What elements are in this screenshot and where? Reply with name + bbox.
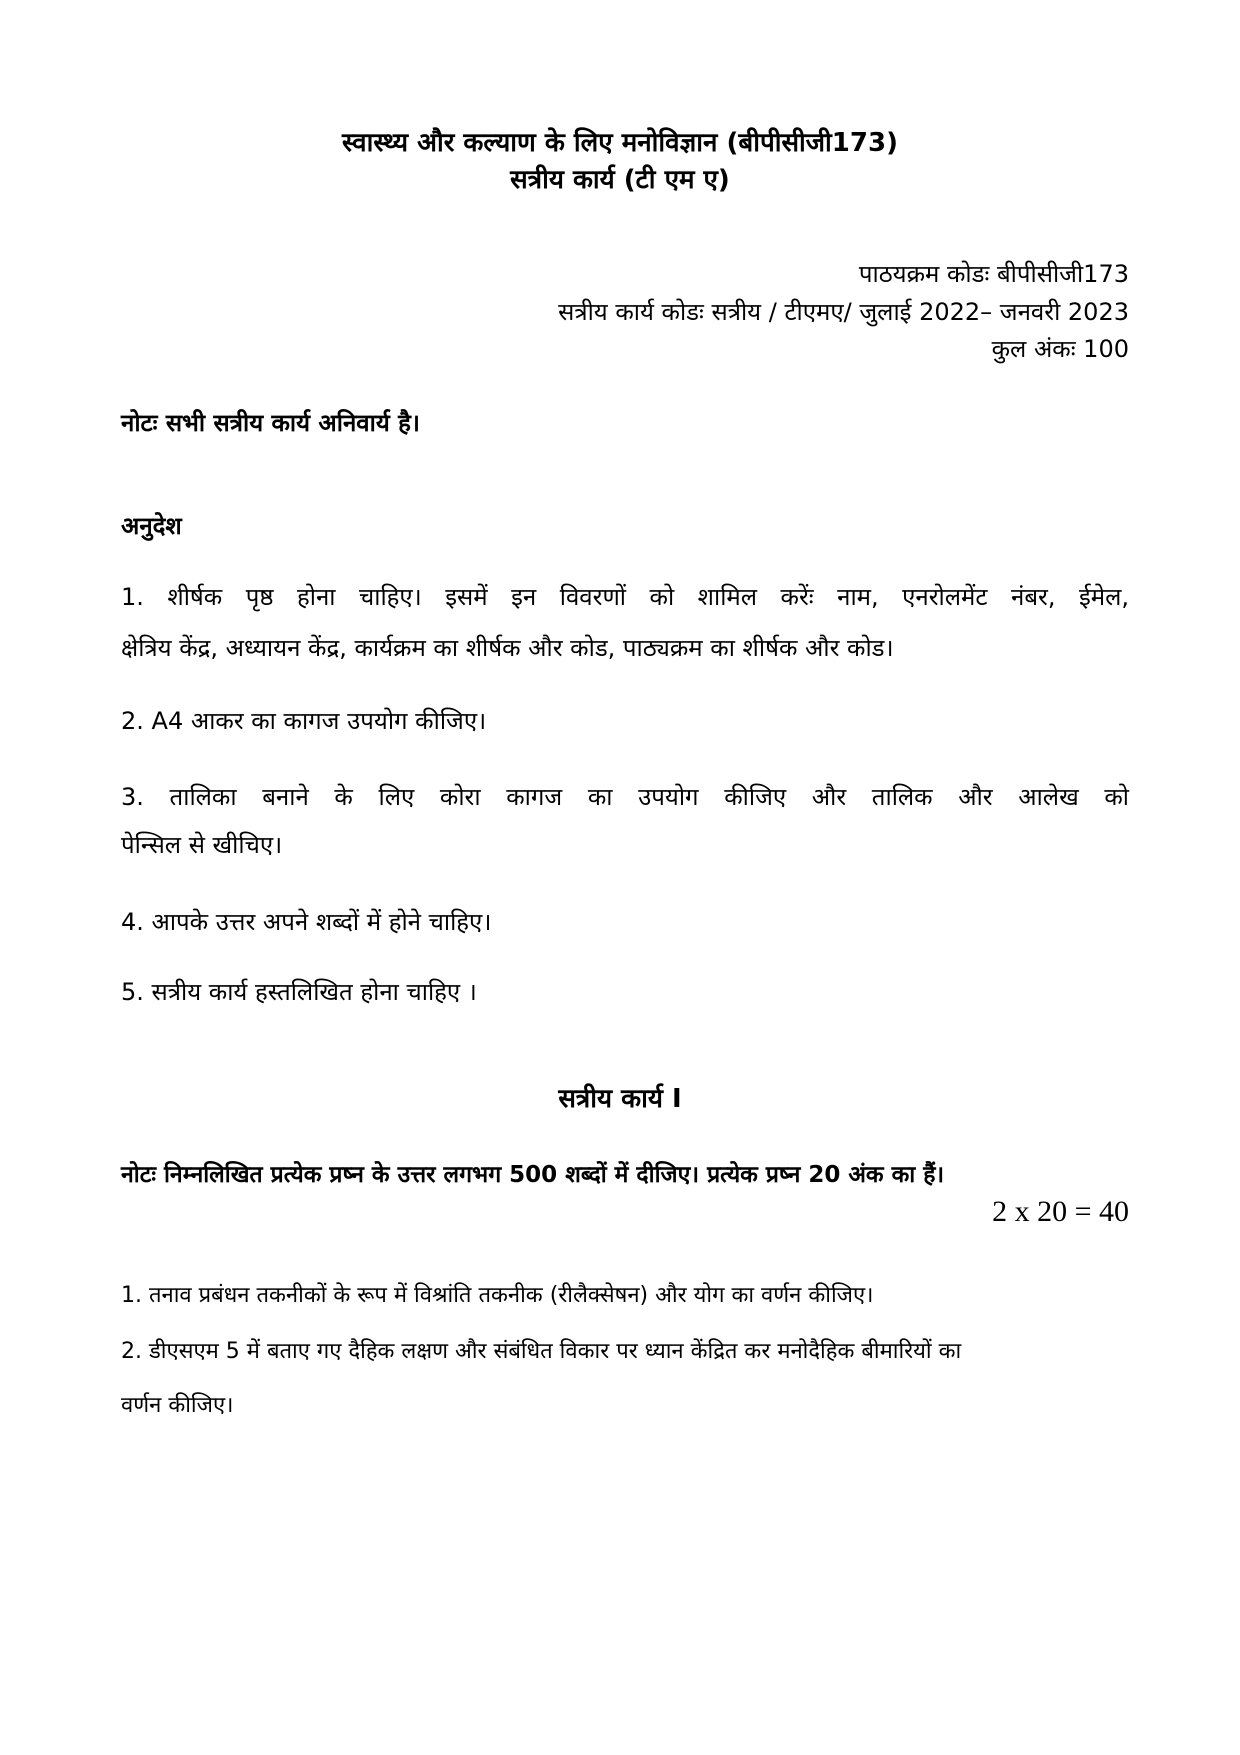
instruction-item: 2. A4 आकर का कागज उपयोग कीजिए।: [121, 707, 487, 735]
section-heading: सत्रीय कार्य I: [558, 1084, 682, 1114]
instruction-item: 1. शीर्षक पृष्ठ होना चाहिए। इसमें इन विवरणों को शामिल करेंः नाम, एनरोलमेंट नंबर, ईमेल,: [121, 583, 1129, 611]
instruction-item: 3. तालिका बनाने के लिए कोरा कागज का उपयोग कीजिए और तालिक और आलेख को: [121, 783, 1129, 811]
question-item: 2. डीएसएम 5 में बताए गए दैहिक लक्षण और संबंधित विकार पर ध्यान केंद्रित कर मनोदैहिक बीमारियों का: [121, 1339, 962, 1364]
document-title: स्वास्थ्य और कल्याण के लिए मनोविज्ञान (बीपीसीजी173): [342, 128, 898, 158]
instruction-item-cont: पेन्सिल से खीचिए।: [121, 831, 283, 859]
instruction-item: 5. सत्रीय कार्य हस्तलिखित होना चाहिए ।: [121, 978, 477, 1006]
instruction-item: 4. आपके उत्तर अपने शब्दों में होने चाहिए।: [121, 908, 492, 936]
general-note: नोटः सभी सत्रीय कार्य अनिवार्य है।: [121, 409, 420, 437]
instruction-item-cont: क्षेत्रिय केंद्र, अध्यायन केंद्र, कार्यक्रम का शीर्षक और कोड, पाठ्यक्रम का शीर्षक और कोड।: [121, 634, 894, 662]
section-marks: 2 x 20 = 40: [992, 1195, 1129, 1228]
assignment-code: सत्रीय कार्य कोडः सत्रीय / टीएमए/ जुलाई 2022– जनवरी 2023: [558, 298, 1129, 326]
total-marks: कुल अंकः 100: [991, 335, 1129, 363]
document-subtitle: सत्रीय कार्य (टी एम ए): [510, 165, 730, 195]
question-item-cont: वर्णन कीजिए।: [121, 1393, 234, 1418]
course-code: पाठयक्रम कोडः बीपीसीजी173: [858, 260, 1129, 288]
section-note: नोटः निम्नलिखित प्रत्येक प्रष्न के उत्तर लगभग 500 शब्दों में दीजिए। प्रत्येक प्रष्न 20 अंक का हैं।: [121, 1162, 945, 1188]
instructions-heading: अनुदेश: [121, 512, 182, 540]
question-item: 1. तनाव प्रबंधन तकनीकों के रूप में विश्रांति तकनीक (रीलैक्सेषन) और योग का वर्णन कीजिए।: [121, 1283, 874, 1308]
